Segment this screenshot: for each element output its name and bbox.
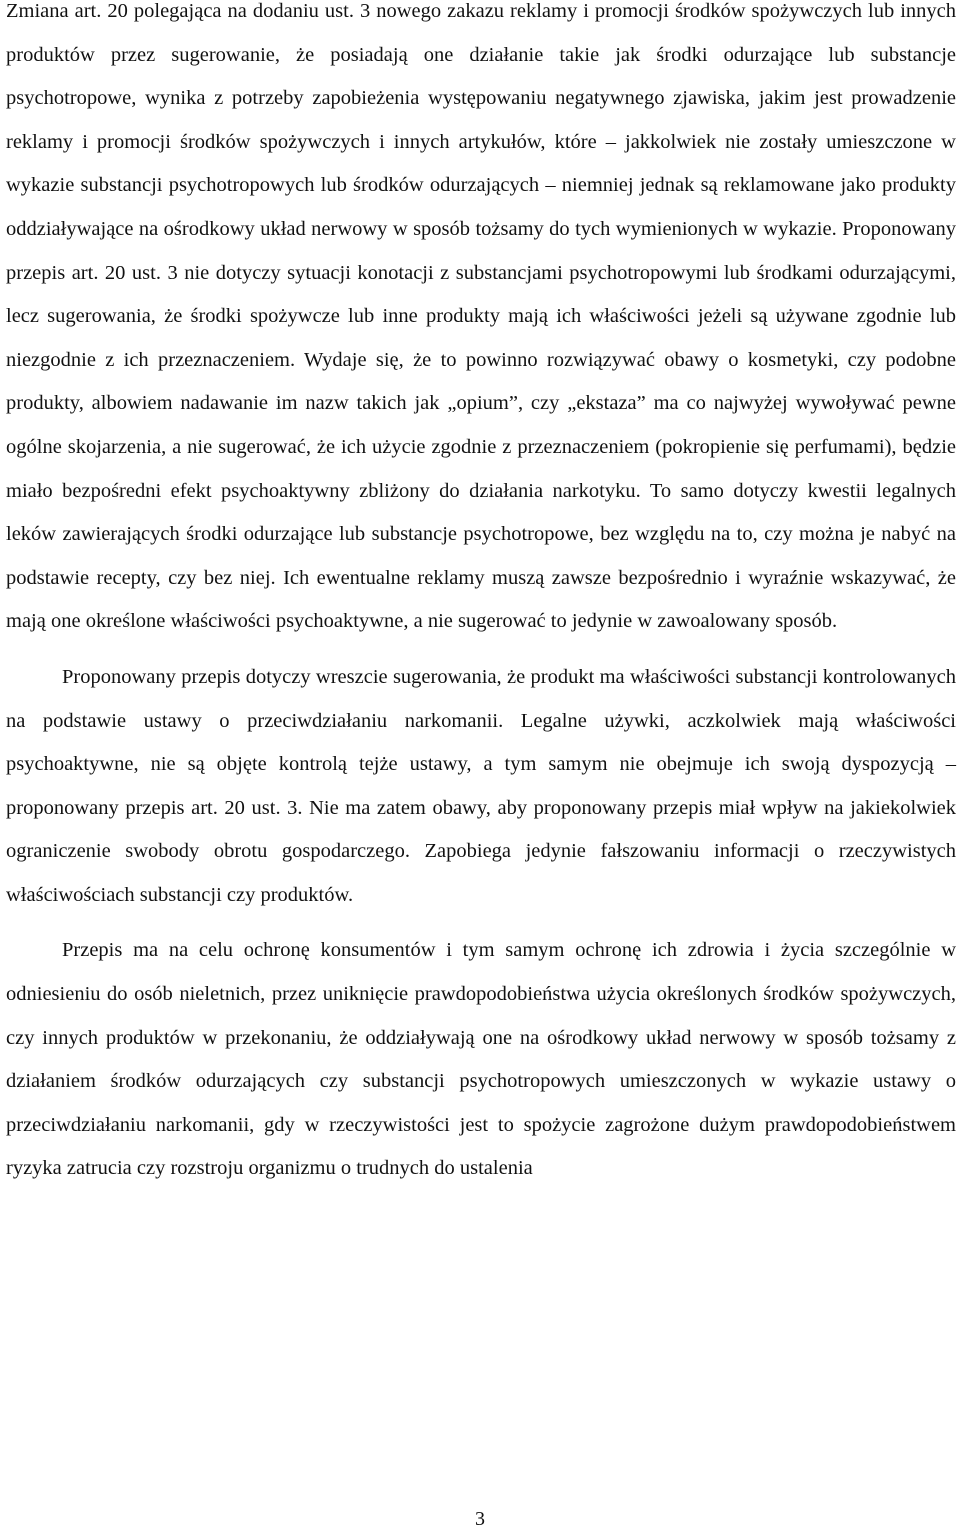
paragraph-2: Proponowany przepis dotyczy wreszcie sugerowania, że produkt ma właściwości substancji kontrolowanych na podstawie ustawy o przeciwdziałaniu narkomanii. Legalne używki, aczkolwiek mają właściwości psychoaktywne, nie są objęte kontrolą tejże ustawy, a tym samym nie obejmuje ich swoją dyspozycją – proponowany przepis art. 20 ust. 3. Nie ma zatem obawy, aby proponowany przepis miał wpływ na jakiekolwiek ograniczenie swobody obrotu gospodarczego. Zapobiega jedynie fałszowaniu informacji o rzeczywistych właściwościach substancji czy produktów. xyxy=(6,665,956,906)
document-page xyxy=(6,0,956,1191)
page-number: 3 xyxy=(475,1508,485,1530)
paragraph-3: Przepis ma na celu ochronę konsumentów i tym samym ochronę ich zdrowia i życia szczególnie w odniesieniu do osób nieletnich, przez uniknięcie prawdopodobieństwa użycia określonych środków spożywczych, czy innych produktów w przekonaniu, że oddziaływają one na ośrodkowy układ nerwowy w sposób tożsamy z działaniem środków odurzających czy substancji psychotropowych umieszczonych w wykazie ustawy o przeciwdziałaniu narkomanii, gdy w rzeczywistości jest to spożycie zagrożone dużym prawdopodobieństwem ryzyka zatrucia czy rozstroju organizmu o trudnych do ustalenia xyxy=(6,939,956,1180)
paragraph-1: Zmiana art. 20 polegająca na dodaniu ust. 3 nowego zakazu reklamy i promocji środków spożywczych lub innych produktów przez sugerowanie, że posiadają one działanie takie jak środki odurzające lub substancje psychotropowe, wynika z potrzeby zapobieżenia występowaniu negatywnego zjawiska, jakim jest prowadzenie reklamy i promocji środków spożywczych i innych artykułów, które – jakkolwiek nie zostały umieszczone w wykazie substancji psychotropowych lub środków odurzających – niemniej jednak są reklamowane jako produkty oddziaływające na ośrodkowy układ nerwowy w sposób tożsamy do tych wymienionych w wykazie. Proponowany przepis art. 20 ust. 3 nie dotyczy sytuacji konotacji z substancjami psychotropowymi lub środkami odurzającymi, lecz sugerowania, że środki spożywcze lub inne produkty mają ich właściwości jeżeli są używane zgodnie lub niezgodnie z ich przeznaczeniem. Wydaje się, że to powinno rozwiązywać obawy o kosmetyki, czy podobne produkty, albowiem nadawanie im nazw takich jak „opium”, czy „ekstaza” ma co najwyżej wywoływać pewne ogólne skojarzenia, a nie sugerować, że ich użycie zgodnie z przeznaczeniem (pokropienie się perfumami), będzie miało bezpośredni efekt psychoaktywny zbliżony do działania narkotyku. To samo dotyczy kwestii legalnych leków zawierających środki odurzające lub substancje psychotropowe, bez względu na to, czy można je nabyć na podstawie recepty, czy bez niej. Ich ewentualne reklamy muszą zawsze bezpośrednio i wyraźnie wskazywać, że mają one określone właściwości psychoaktywne, a nie sugerować to jedynie w zawoalowany sposób. xyxy=(6,0,956,633)
